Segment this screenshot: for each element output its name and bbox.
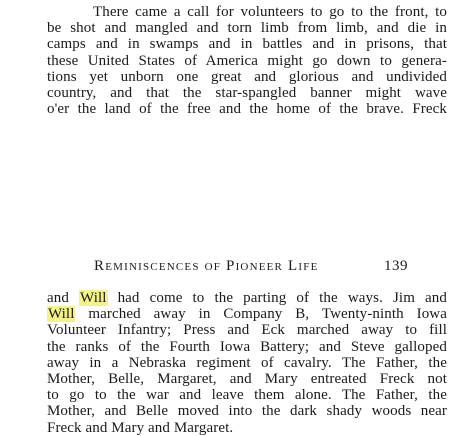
page-number: 139 — [384, 258, 408, 274]
search-highlight: Will — [48, 306, 75, 323]
paragraph-line: the ranks of the Fourth Iowa Battery; and Steve galloped — [47, 338, 447, 355]
paragraph-line: country, and that the star-spangled banner might wave — [47, 84, 447, 101]
line-text: marched away in Company B, Twenty-ninth Iowa — [75, 306, 447, 323]
paragraph-line: Mother, and Belle moved into the dark shady woods near — [47, 403, 447, 420]
top-paragraph — [47, 4, 447, 117]
line-text: and — [47, 290, 80, 306]
paragraph-line: o'er the land of the free and the home of the brave. Freck — [47, 101, 447, 118]
paragraph-line: away in a Nebraska regiment of cavalry. The Father, the — [47, 354, 447, 371]
paragraph-line: camps and in swamps and in battles and in prisons, that — [47, 36, 447, 53]
line-text: had come to the parting of the ways. Jim and — [107, 290, 447, 306]
paragraph-line: to go to the war and leave them alone. The Father, the — [47, 387, 447, 404]
paragraph-line: tions yet unborn one great and glorious and undivided — [47, 68, 447, 85]
bottom-paragraph — [47, 290, 447, 436]
paragraph-line: Freck and Mary and Margaret. — [47, 419, 234, 436]
paragraph-line: There came a call for volunteers to go to the front, to — [93, 4, 447, 20]
paragraph-line: be shot and mangled and torn limb from limb, and die in — [47, 20, 447, 37]
paragraph-line — [47, 306, 447, 322]
paragraph-line: Mother, Belle, Margaret, and Mary entreated Freck not — [47, 370, 447, 387]
paragraph-line — [47, 290, 447, 306]
running-head-title: Reminiscences of Pioneer Life — [94, 258, 319, 274]
search-highlight: Will — [80, 290, 107, 306]
paragraph-line: these United States of America might go down to genera- — [47, 52, 447, 69]
paragraph-line: Volunteer Infantry; Press and Eck marched away to fill — [47, 322, 447, 339]
